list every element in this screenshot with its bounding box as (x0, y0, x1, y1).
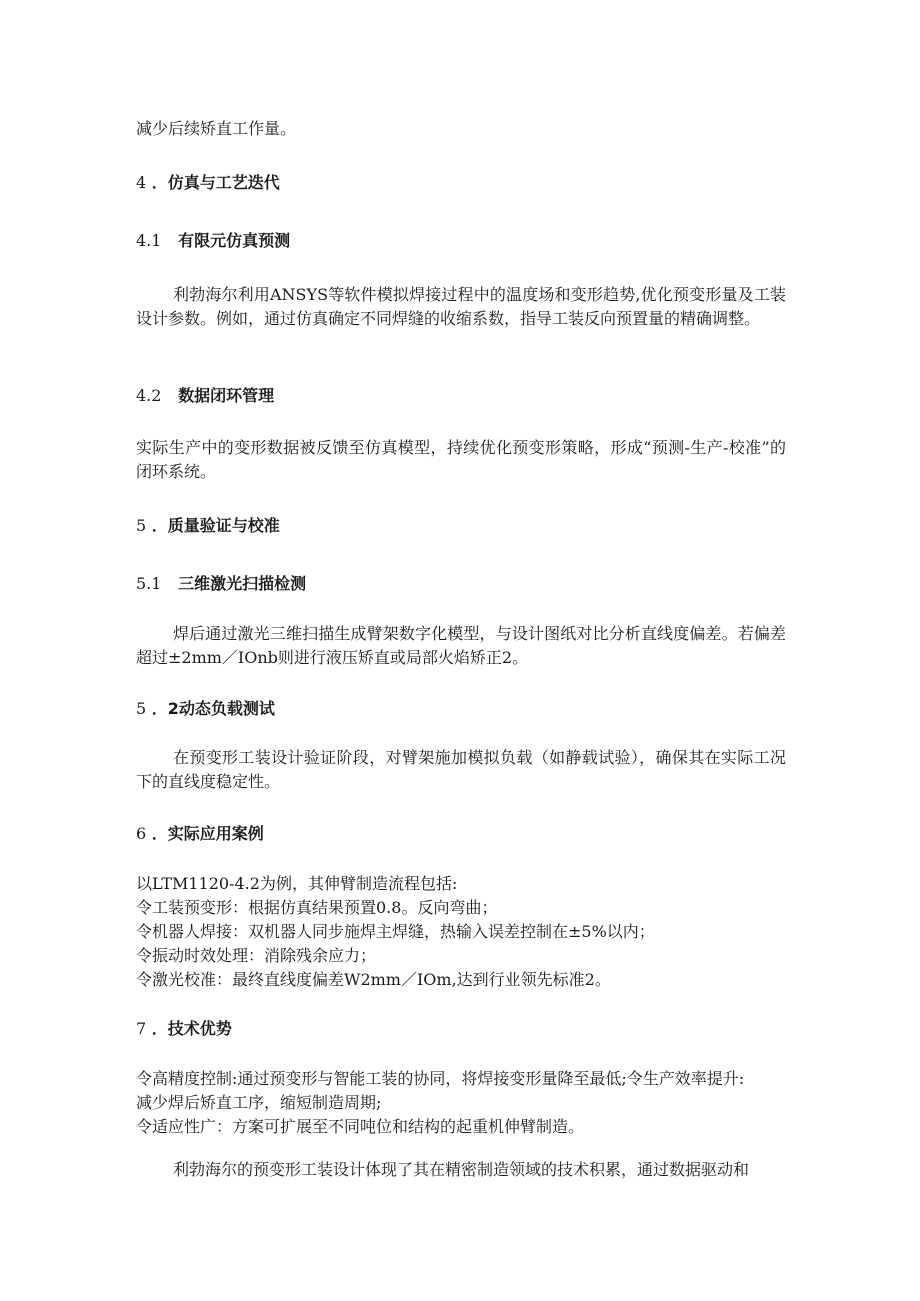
heading-title: ．实际应用案例 (151, 824, 264, 843)
heading-title: ．2动态负载测试 (151, 699, 275, 718)
case-list (136, 872, 786, 992)
advantage-list-item: 令高精度控制:通过预变形与智能工装的协同，将焊接变形量降至最低;令生产效率提升: (136, 1069, 745, 1088)
heading-section-4-1 (136, 229, 786, 253)
heading-section-5-2 (136, 697, 786, 721)
heading-section-6 (136, 822, 786, 846)
heading-number: 7 (136, 1019, 147, 1038)
paragraph-laser-scan: 焊后通过激光三维扫描生成臂架数字化模型，与设计图纸对比分析直线度偏差。若偏差超过±2mm／IOnb则进行液压矫直或局部火焰矫正2。 (136, 624, 786, 667)
heading-title: 三维激光扫描检测 (178, 574, 307, 593)
advantage-list (136, 1067, 786, 1139)
heading-section-5-1 (136, 572, 786, 596)
paragraph-load-test: 在预变形工装设计验证阶段，对臂架施加模拟负载（如静载试验），确保其在实际工况下的直线度稳定性。 (136, 748, 786, 791)
heading-number: 5 (136, 516, 147, 535)
heading-title: ．仿真与工艺迭代 (151, 173, 280, 192)
heading-number: 4.2 (136, 386, 162, 405)
heading-number: 5.1 (136, 574, 162, 593)
paragraph-continuation: 减少后续矫直工作量。 (136, 119, 297, 138)
advantage-list-item: 令适应性广：方案可扩展至不同吨位和结构的起重机伸臂制造。 (136, 1117, 585, 1136)
heading-number: 4 (136, 173, 147, 192)
case-list-item: 令振动时效处理：消除残余应力； (136, 946, 377, 965)
heading-number: 4.1 (136, 231, 162, 250)
heading-title: ．技术优势 (151, 1019, 232, 1038)
heading-section-5 (136, 514, 786, 538)
heading-title: ．质量验证与校准 (151, 516, 280, 535)
case-list-item: 令激光校准：最终直线度偏差W2mm／IOm,达到行业领先标准2。 (136, 970, 611, 989)
paragraph-conclusion: 利勃海尔的预变形工装设计体现了其在精密制造领域的技术积累，通过数据驱动和 (173, 1160, 750, 1179)
heading-section-7 (136, 1017, 786, 1041)
paragraph-data-loop: 实际生产中的变形数据被反馈至仿真模型，持续优化预变形策略，形成“预测-生产-校准”的闭环系统。 (136, 438, 786, 481)
heading-number: 6 (136, 824, 147, 843)
case-list-item: 令工装预变形：根据仿真结果预置0.8。反向弯曲； (136, 898, 498, 917)
heading-title: 数据闭环管理 (178, 386, 275, 405)
heading-title: 有限元仿真预测 (178, 231, 291, 250)
case-intro-line: 以LTM1120-4.2为例，其伸臂制造流程包括: (136, 874, 458, 893)
heading-number: 5 (136, 699, 147, 718)
heading-section-4-2 (136, 384, 786, 408)
paragraph-fea-simulation: 利勃海尔利用ANSYS等软件模拟焊接过程中的温度场和变形趋势,优化预变形量及工装设计参数。例如，通过仿真确定不同焊缝的收缩系数，指导工装反向预置量的精确调整。 (136, 285, 786, 328)
advantage-list-item: 减少焊后矫直工序，缩短制造周期; (136, 1093, 382, 1112)
heading-section-4 (136, 171, 786, 195)
case-list-item: 令机器人焊接：双机器人同步施焊主焊缝，热输入误差控制在±5%以内； (136, 922, 655, 941)
